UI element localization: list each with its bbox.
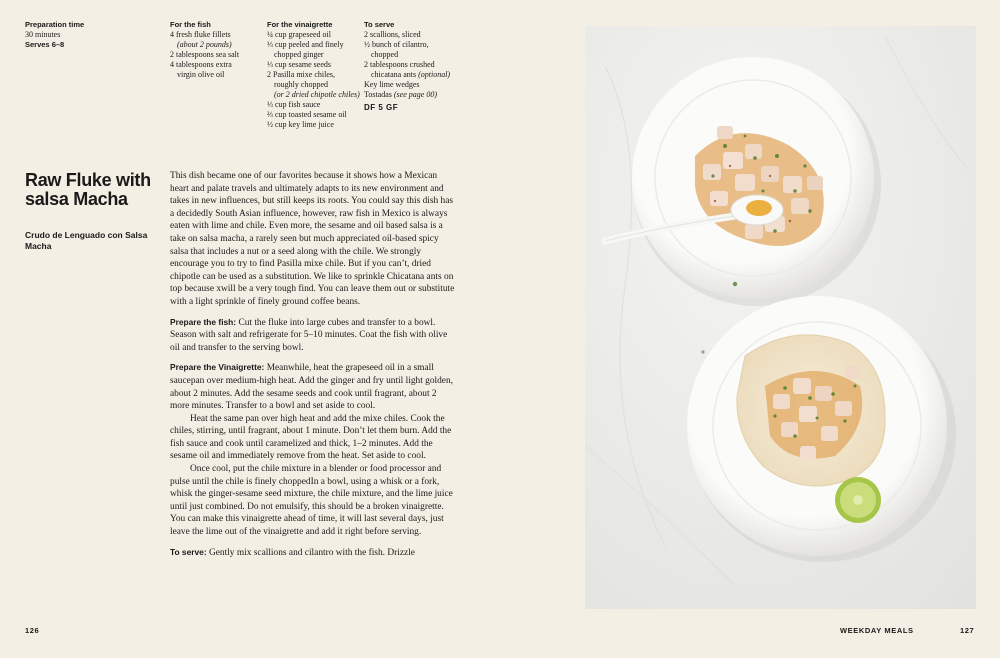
fish-heading: For the fish (170, 20, 211, 29)
vinaigrette-heading: For the vinaigrette (267, 20, 333, 29)
recipe-title: Raw Fluke with salsa Macha (25, 170, 151, 209)
step-text: Gently mix scallions and cilantro with the fish. Drizzle (208, 547, 415, 558)
step-text: Cut the fluke into large cubes and transfer to a bowl. Season with salt and refrigerate for 5–10 minutes. Coat the fish with olive oil and transfer to the serving bowl. (170, 317, 448, 353)
recipe-subtitle: Crudo de Lenguado con Salsa Macha (25, 230, 148, 251)
ingredient-line: 4 tablespoons extra (170, 60, 232, 69)
dietary-icons: DF 5 GF (364, 103, 399, 112)
ingredient-line: ½ bunch of cilantro, (364, 40, 429, 49)
page-number-left: 126 (25, 626, 40, 635)
ingredient-line: 2 Pasilla mixe chiles, (267, 70, 335, 79)
prep-time-label: Preparation time (25, 20, 85, 29)
ingredient-line: chopped ginger (274, 50, 324, 59)
optional-note: (optional) (418, 70, 451, 79)
vinaigrette-paragraph: Once cool, put the chile mixture in a blender or food processor and pulse until the chile is finely choppedIn a bowl, using a whisk or a fork, whisk the ginger-sesame seed mixture, the chile mixture, and the lime juice until just combined. Do not emulsify, this should be a broken vinaigrette. You can make this vinaigrette ahead of time, it will last several days, just leave the lime out of the vinaigrette and add it right before serving. (170, 464, 453, 538)
fish-ingredients (170, 20, 239, 80)
ingredient-line: (about 2 pounds) (177, 40, 232, 49)
ingredient-line (364, 90, 450, 100)
to-serve-step (170, 546, 455, 560)
section-title: WEEKDAY MEALS (840, 626, 914, 635)
serves: Serves 6–8 (25, 40, 65, 49)
page-reference: (see page 00) (393, 90, 437, 99)
ingredient-line: chopped (371, 50, 399, 59)
ingredient-line: 4 fresh fluke fillets (170, 30, 231, 39)
prep-time-value: 30 minutes (25, 30, 61, 39)
plated-crudo-illustration (585, 26, 976, 609)
ingredient-line: ⅓ cup fish sauce (267, 100, 321, 109)
ingredient-line (364, 70, 450, 80)
food-photo (585, 26, 976, 609)
step-label: Prepare the fish: (170, 316, 237, 327)
vinaigrette-ingredients (267, 20, 360, 130)
ingredient-line: 2 tablespoons crushed (364, 60, 435, 69)
prepare-fish-step (170, 316, 455, 355)
intro-paragraph: This dish became one of our favorites because it shows how a Mexican heart and palate travels and ultimately adapts to its new environment and takes in new influences, but still keeps its roots. You could say this dish has a decidedly South Asian influence, however, raw fish in Mexico is always eaten with lime and chile. Even more, the sesame and oil based salsa is a take on salsa macha, a rarely seen but much appreciated oil-based spicy salsa that includes a nut or a seed along with the chile. We strongly encourage you to try to find Pasilla mixe chile. But if you can’t, dried chipotle can be used as a substitution. We like to sprinkle Chicatana ants on top because xwill be a very tough find. You can leave them out or substitute with a light sprinkle of finely ground coffee beans. (170, 171, 455, 307)
serve-heading: To serve (364, 20, 395, 29)
prepare-vinaigrette-step (170, 361, 455, 412)
vinaigrette-paragraph: Heat the same pan over high heat and add the mixe chiles. Cook the chiles, stirring, until fragrant, about 1 minute. Don’t let them burn. Add the fish sauce and cook until caramelized and thick, 1–2 minutes. Add the sesame oil and immediately remove from the heat. Set aside to cool. (170, 413, 452, 462)
ingredient-line: ⅓ cup sesame seeds (267, 60, 331, 69)
ingredient-line: ⅓ cup peeled and finely (267, 40, 344, 49)
ingredient-line: (or 2 dried chipotle chiles) (274, 90, 360, 99)
ingredient-line: ⅔ cup toasted sesame oil (267, 110, 347, 119)
ingredient-text: chicatana ants (371, 70, 417, 79)
recipe-body (170, 170, 455, 566)
ingredient-line: 2 scallions, sliced (364, 30, 421, 39)
prep-info (25, 20, 84, 50)
step-label: Prepare the Vinaigrette: (170, 362, 265, 373)
step-label: To serve: (170, 546, 207, 557)
ingredient-text: Tostadas (364, 90, 392, 99)
ingredient-line: virgin olive oil (177, 70, 225, 79)
lime-wedge (835, 477, 881, 523)
ingredient-line: roughly chopped (274, 80, 328, 89)
serve-ingredients (364, 20, 450, 113)
step-text: Meanwhile, heat the grapeseed oil in a small saucepan over medium-high heat. Add the ginger and fry until light golden, about 2 minutes. Add the sesame seeds and cook until fragrant, about 2 more minutes. Transfer to a bowl and set aside to cool. (170, 363, 454, 412)
ingredient-line: ¼ cup grapeseed oil (267, 30, 331, 39)
ingredient-line: Key lime wedges (364, 80, 420, 89)
page-number-right: 127 (960, 626, 975, 635)
ingredient-line: 2 tablespoons sea salt (170, 50, 240, 59)
ingredient-line: ½ cup key lime juice (267, 120, 334, 129)
